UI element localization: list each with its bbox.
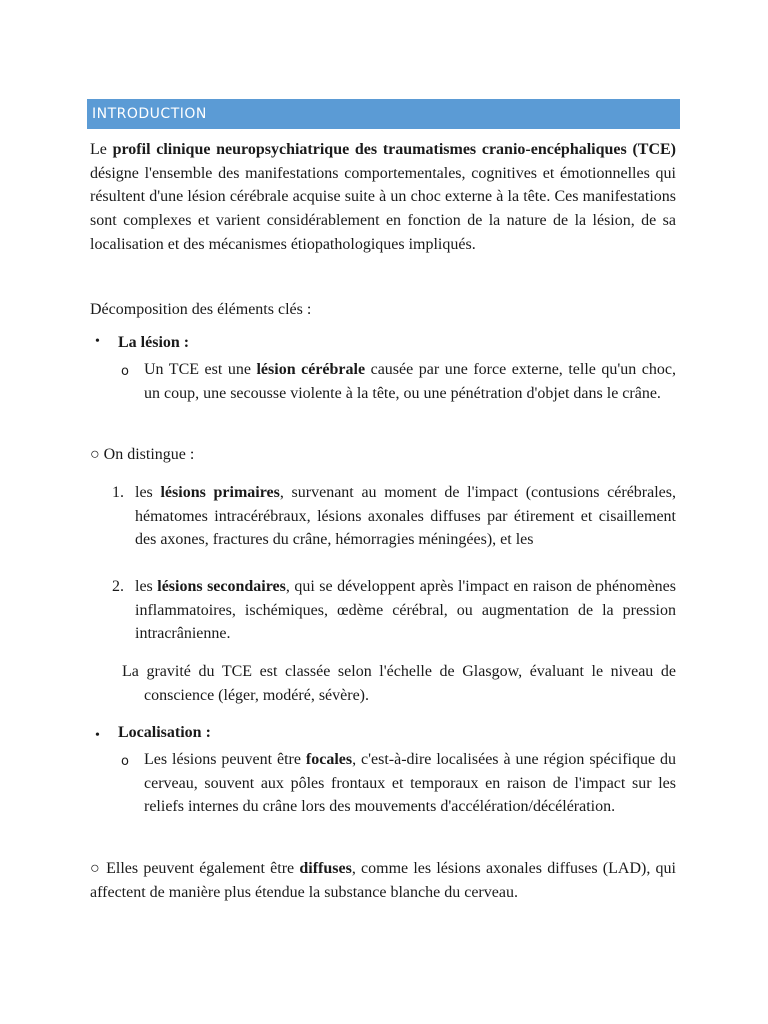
decomposition-label: Décomposition des éléments clés : — [90, 301, 312, 318]
sub-bold-term: lésion cérébrale — [256, 361, 366, 378]
sub-text-2: , c'est-à-dire localisées à une région spécifique du cerveau, souvent aux pôles frontaux et temporaux en raison de l'impact sur les reliefs internes du crâne lors des mouvements d'accélération/décélération. — [144, 751, 677, 816]
intro-text-2: désigne l'ensemble des manifestations comportementales, cognitives et émotionnelles qui résultent d'une lésion cérébrale acquise suite à un choc externe à la tête. Ces manifestations sont complexes et varient considérablement en fonction de la nature de la lésion, de sa localisation et des mécanismes étiopathologiques impliqués. — [90, 164, 676, 253]
sub-text-2: causée par une force externe, telle qu'un choc, un coup, une secousse violente à la tête, ou une pénétration d'objet dans le crâne. — [144, 361, 677, 402]
bullet-icon: • — [95, 334, 100, 349]
intro-bold-term: profil clinique neuropsychiatrique des traumatismes cranio-encéphaliques (TCE) — [112, 141, 676, 158]
ordered-bold-term: lésions primaires — [160, 484, 280, 501]
ordered-text-2: , qui se développent après l'impact en raison de phénomènes inflammatoires, ischémiques, œdème cérébral, ou augmentation de la pression intracrânienne. — [135, 578, 677, 643]
section-heading: INTRODUCTION — [87, 99, 680, 129]
diffuses-paragraph — [90, 857, 676, 904]
bullet-title-lesion — [118, 331, 189, 355]
sub-bullet-icon: o — [121, 754, 129, 769]
intro-paragraph — [90, 138, 676, 257]
sub-bold-term: focales — [305, 751, 353, 768]
sub-text-1: Les lésions peuvent être — [144, 751, 306, 768]
diffuses-text-1: ○ Elles peuvent également être — [90, 860, 300, 877]
intro-text-1: Le — [90, 141, 113, 158]
list-number: 2. — [112, 578, 124, 595]
ordered-text-1: les — [135, 578, 158, 595]
sub-item-localisation — [144, 748, 676, 819]
diffuses-bold-term: diffuses — [299, 860, 352, 877]
ordered-item-secondary — [135, 575, 676, 646]
ordered-text-2: , survenant au moment de l'impact (contusions cérébrales, hématomes intracérébraux, lésions axonales diffuses par étirement et cisaillement des axones, fractures du crâne, hémorragies méningées), et les — [135, 484, 676, 549]
ordered-bold-term: lésions secondaires — [157, 578, 286, 595]
glasgow-paragraph: La gravité du TCE est classée selon l'échelle de Glasgow, évaluant le niveau de conscience (léger, modéré, sévère). — [122, 663, 676, 704]
ordered-item-primary — [135, 481, 676, 552]
on-distingue-line: ○ On distingue : — [90, 446, 195, 463]
bullet-icon: • — [95, 728, 100, 743]
sub-text-1: Un TCE est une — [144, 361, 257, 378]
bullet-title-localisation — [118, 721, 211, 745]
bullet-title-text: Localisation : — [118, 724, 211, 741]
sub-item-lesion — [144, 358, 676, 405]
sub-bullet-icon: o — [121, 364, 129, 379]
bullet-title-text: La lésion : — [118, 334, 190, 351]
ordered-text-1: les — [135, 484, 161, 501]
list-number: 1. — [112, 484, 124, 501]
diffuses-text-2: , comme les lésions axonales diffuses (LAD), qui affectent de manière plus étendue la substance blanche du cerveau. — [90, 860, 677, 901]
